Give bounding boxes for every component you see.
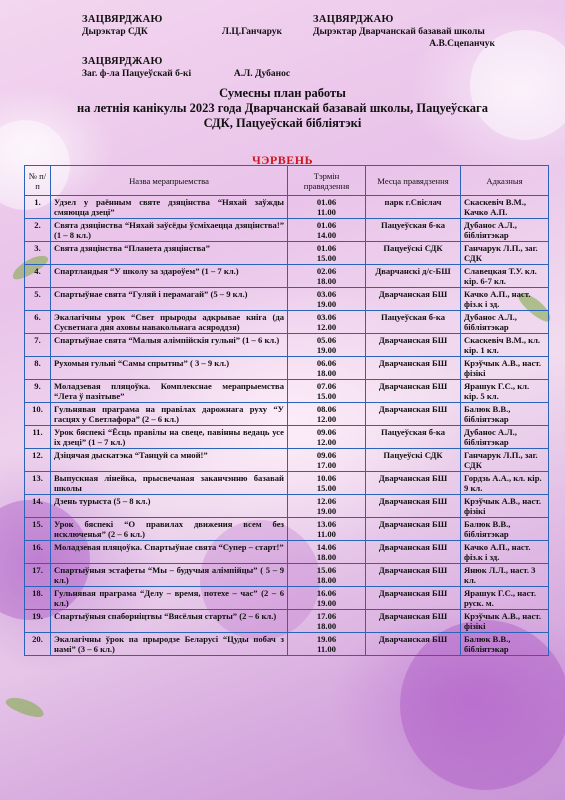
cell-time: 10.06 15.00	[288, 472, 366, 495]
cell-place: Дварчанская БШ	[366, 334, 461, 357]
cell-place: Дварчанская БШ	[366, 633, 461, 656]
approval-right-1	[313, 14, 553, 50]
cell-name: Экалагічны ўрок па прыродзе Беларусі “Цуды побач з намі” (3 – 6 кл.)	[51, 633, 288, 656]
cell-time: 01.06 11.00	[288, 196, 366, 219]
cell-num: 16.	[25, 541, 51, 564]
approval-position: Заг. ф-ла Пацуеўскай б-кі	[82, 69, 192, 79]
cell-name: Спартландыя “У школу за здароўем” (1 – 7 кл.)	[51, 265, 288, 288]
cell-resp: Ярашук Г.С., наст. руск. м.	[461, 587, 549, 610]
cell-resp: Балюк В.В., бібліятэкар	[461, 518, 549, 541]
table-row	[25, 541, 549, 564]
cell-time: 12.06 19.00	[288, 495, 366, 518]
table-row	[25, 334, 549, 357]
cell-name: Дзень турыста (5 – 8 кл.)	[51, 495, 288, 518]
table-row	[25, 196, 549, 219]
cell-resp: Крэўчык А.В., наст. фізікі	[461, 610, 549, 633]
cell-time: 09.06 17.00	[288, 449, 366, 472]
cell-place: Дварчанская БШ	[366, 495, 461, 518]
approval-left-2	[82, 56, 362, 80]
cell-name: Моладзевая пляцоўка. Спартыўнае свята “Супер – старт!”	[51, 541, 288, 564]
cell-place: Дварчанская БШ	[366, 357, 461, 380]
cell-time: 08.06 12.00	[288, 403, 366, 426]
cell-name: Спартыўныя эстафеты “Мы – будучыя алімпійцы” ( 5 – 9 кл.)	[51, 564, 288, 587]
table-row	[25, 587, 549, 610]
cell-name: Урок бяспекі “Ёсць правілы на свеце, павінны ведаць усе іх дзеці” (1 – 7 кл.)	[51, 426, 288, 449]
column-header-num: № п/п	[25, 166, 51, 196]
cell-place: Дварчанская БШ	[366, 564, 461, 587]
cell-resp: Гордзь А.А., кл. кір. 9 кл.	[461, 472, 549, 495]
cell-num: 8.	[25, 357, 51, 380]
cell-place: Пацуеўская б-ка	[366, 311, 461, 334]
cell-name: Свята дзяцінства “Няхай заўсёды ўсміхаецца дзяцінства!” (1 – 8 кл.)	[51, 219, 288, 242]
cell-time: 01.06 15.00	[288, 242, 366, 265]
cell-resp: Ганчарук Л.П., заг. СДК	[461, 242, 549, 265]
cell-place: Пацуеўскі СДК	[366, 449, 461, 472]
cell-num: 13.	[25, 472, 51, 495]
cell-resp: Славецкая Т.У. кл. кір. 6-7 кл.	[461, 265, 549, 288]
cell-place: Дварчанская БШ	[366, 288, 461, 311]
plan-table	[24, 165, 549, 656]
cell-num: 2.	[25, 219, 51, 242]
cell-num: 6.	[25, 311, 51, 334]
cell-place: Дварчанская БШ	[366, 610, 461, 633]
cell-resp: Крэўчык А.В., наст. фізікі	[461, 495, 549, 518]
cell-name: Удзел у раённым святе дзяцінства “Няхай заўжды смяюцца дзеці”	[51, 196, 288, 219]
approval-signer: А.Л. Дубанос	[233, 69, 291, 79]
cell-time: 09.06 12.00	[288, 426, 366, 449]
cell-num: 17.	[25, 564, 51, 587]
title-line: Сумесны план работы	[219, 86, 346, 100]
cell-resp: Крэўчык А.В., наст. фізікі	[461, 357, 549, 380]
cell-name: Свята дзяцінства “Планета дзяцінства”	[51, 242, 288, 265]
cell-resp: Ганчарук Л.П., заг. СДК	[461, 449, 549, 472]
cell-place: Дварчанская БШ	[366, 587, 461, 610]
cell-resp: Дубанос А.Л., бібліятэкар	[461, 219, 549, 242]
cell-time: 07.06 15.00	[288, 380, 366, 403]
cell-name: Урок бяспекі “О правилах движения всем без исключенья” (2 – 6 кл.)	[51, 518, 288, 541]
cell-resp: Качко А.П., наст. фіз.к і зд.	[461, 541, 549, 564]
table-row	[25, 518, 549, 541]
cell-place: Дварчанская БШ	[366, 518, 461, 541]
cell-place: Пацуеўскі СДК	[366, 242, 461, 265]
table-row	[25, 380, 549, 403]
table-row	[25, 219, 549, 242]
table-row	[25, 633, 549, 656]
cell-time: 02.06 18.00	[288, 265, 366, 288]
cell-num: 9.	[25, 380, 51, 403]
approval-word: ЗАЦВЯРДЖАЮ	[82, 56, 163, 67]
title-line: на летнія канікулы 2023 года Дварчанскай базавай школы, Пацуеўскага	[77, 101, 488, 115]
cell-place: Пацуеўская б-ка	[366, 219, 461, 242]
table-row	[25, 242, 549, 265]
cell-num: 12.	[25, 449, 51, 472]
cell-num: 10.	[25, 403, 51, 426]
cell-time: 03.06 12.00	[288, 311, 366, 334]
cell-num: 15.	[25, 518, 51, 541]
cell-place: Дварчанская БШ	[366, 380, 461, 403]
cell-num: 5.	[25, 288, 51, 311]
cell-time: 06.06 18.00	[288, 357, 366, 380]
cell-num: 7.	[25, 334, 51, 357]
cell-num: 4.	[25, 265, 51, 288]
cell-time: 16.06 19.00	[288, 587, 366, 610]
column-header-place: Месца правядзення	[366, 166, 461, 196]
column-header-resp: Адказныя	[461, 166, 549, 196]
cell-place: Пацуеўская б-ка	[366, 426, 461, 449]
cell-name: Гульнявая праграма “Делу – время, потехе – час” (2 – 6 кл.)	[51, 587, 288, 610]
cell-resp: Дубанос А.Л., бібліятэкар	[461, 311, 549, 334]
table-row	[25, 564, 549, 587]
cell-time: 01.06 14.00	[288, 219, 366, 242]
cell-name: Гульнявая праграма на правілах дарожнага руху “У гасцях у Светлафора” (2 – 6 кл.)	[51, 403, 288, 426]
cell-time: 17.06 18.00	[288, 610, 366, 633]
cell-num: 18.	[25, 587, 51, 610]
table-row	[25, 311, 549, 334]
cell-place: Дварчанскі д/с-БШ	[366, 265, 461, 288]
cell-name: Выпускная лінейка, прысвечаная заканчэнню базавай школы	[51, 472, 288, 495]
table-row	[25, 610, 549, 633]
table-row	[25, 403, 549, 426]
approval-signer: Л.Ц.Ганчарук	[221, 27, 282, 37]
table-row	[25, 449, 549, 472]
cell-name: Дзіцячая дыскатэка “Танцуй са мной!”	[51, 449, 288, 472]
approval-left-1	[82, 14, 282, 38]
cell-time: 19.06 11.00	[288, 633, 366, 656]
approval-word: ЗАЦВЯРДЖАЮ	[313, 14, 394, 25]
cell-resp: Качко А.П., наст. фіз.к і зд.	[461, 288, 549, 311]
cell-num: 14.	[25, 495, 51, 518]
title-line: СДК, Пацуеўскай бібліятэкі	[203, 116, 362, 130]
cell-time: 03.06 19.00	[288, 288, 366, 311]
cell-resp: Ярашук Г.С., кл. кір. 5 кл.	[461, 380, 549, 403]
document-title	[0, 86, 565, 131]
cell-name: Спартыўныя спаборніцтвы “Вясёлыя старты” (2 – 6 кл.)	[51, 610, 288, 633]
cell-time: 13.06 11.00	[288, 518, 366, 541]
cell-resp: Балюк В.В., бібліятэкар	[461, 633, 549, 656]
column-header-name: Назва мерапрыемства	[51, 166, 288, 196]
cell-num: 11.	[25, 426, 51, 449]
cell-resp: Скаскевіч В.М., кл. кір. 1 кл.	[461, 334, 549, 357]
approval-position: Дырэктар Дварчанскай базавай школы	[313, 27, 485, 37]
approval-signer: А.В.Сцепанчук	[429, 39, 495, 49]
approval-position: Дырэктар СДК	[82, 27, 148, 37]
cell-name: Экалагічны урок “Свет прыроды адкрывае кніга (да Сусветнага дня аховы навакольнага асяроддзя)	[51, 311, 288, 334]
cell-num: 3.	[25, 242, 51, 265]
cell-name: Спартыўнае свята “Гуляй і перамагай” (5 – 9 кл.)	[51, 288, 288, 311]
cell-resp: Скаскевіч В.М., Качко А.П.	[461, 196, 549, 219]
cell-num: 19.	[25, 610, 51, 633]
table-row	[25, 265, 549, 288]
table-row	[25, 426, 549, 449]
cell-time: 15.06 18.00	[288, 564, 366, 587]
cell-name: Спартыўнае свята “Малыя алімпійскія гульні” (1 – 6 кл.)	[51, 334, 288, 357]
approval-word: ЗАЦВЯРДЖАЮ	[82, 14, 163, 25]
table-row	[25, 495, 549, 518]
cell-time: 14.06 18.00	[288, 541, 366, 564]
cell-name: Рухомыя гульні “Самы спрытны” ( 3 – 9 кл.)	[51, 357, 288, 380]
cell-place: Дварчанская БШ	[366, 472, 461, 495]
table-row	[25, 357, 549, 380]
cell-time: 05.06 19.00	[288, 334, 366, 357]
cell-place: парк г.Свіслач	[366, 196, 461, 219]
table-row	[25, 288, 549, 311]
column-header-time: Тэрмін правядзення	[288, 166, 366, 196]
cell-resp: Балюк В.В., бібліятэкар	[461, 403, 549, 426]
cell-num: 1.	[25, 196, 51, 219]
cell-resp: Дубанос А.Л., бібліятэкар	[461, 426, 549, 449]
month-heading: ЧЭРВЕНЬ	[251, 153, 314, 167]
cell-num: 20.	[25, 633, 51, 656]
cell-place: Дварчанская БШ	[366, 541, 461, 564]
leaf-decoration	[4, 694, 46, 721]
table-row	[25, 472, 549, 495]
cell-place: Дварчанская БШ	[366, 403, 461, 426]
cell-resp: Янюк Л.Л., наст. 3 кл.	[461, 564, 549, 587]
cell-name: Моладзевая пляцоўка. Комплекснае мерапрыемства “Лета ў пазітыве”	[51, 380, 288, 403]
